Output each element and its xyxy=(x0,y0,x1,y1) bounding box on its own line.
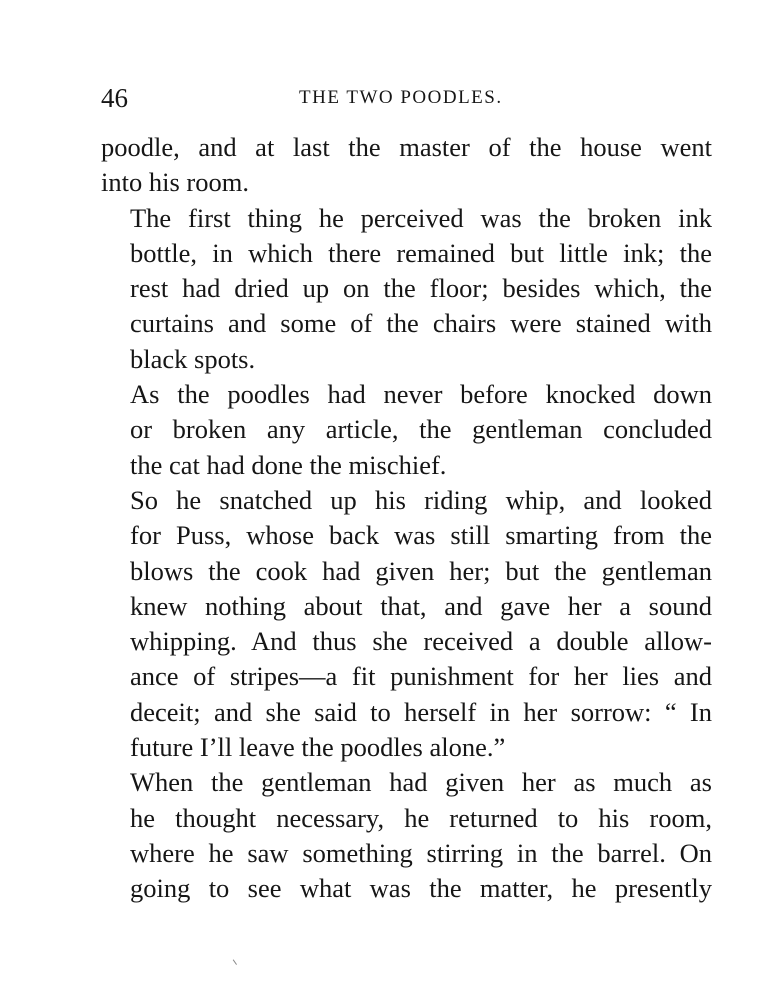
text-line: deceit; and she said to herself in her sorrow: “ In xyxy=(130,696,712,727)
text-line: When the gentleman had given her as much as xyxy=(130,767,712,798)
text-line: where he saw something stirring in the barrel. On xyxy=(130,837,712,868)
paragraph-5 xyxy=(101,765,712,906)
paragraph-2 xyxy=(101,201,712,377)
text-line: he thought necessary, he returned to his room, xyxy=(130,802,712,833)
text-line: knew nothing about that, and gave her a sound xyxy=(130,590,712,621)
text-line: curtains and some of the chairs were stained with xyxy=(130,308,712,339)
text-line: going to see what was the matter, he presently xyxy=(130,873,712,904)
print-speck xyxy=(233,957,241,965)
text-line: rest had dried up on the floor; besides which, the xyxy=(130,273,712,304)
text-line: As the poodles had never before knocked down xyxy=(130,379,712,410)
body-text xyxy=(101,130,712,907)
text-line: into his room. xyxy=(101,167,249,198)
text-line: poodle, and at last the master of the house went xyxy=(101,132,712,162)
running-title: THE TWO POODLES. xyxy=(299,87,503,108)
paragraph-1 xyxy=(101,130,712,201)
text-line: The first thing he perceived was the broken ink xyxy=(130,202,712,233)
paragraph-3 xyxy=(101,377,712,483)
text-line: the cat had done the mischief. xyxy=(130,449,447,480)
text-line: So he snatched up his riding whip, and looked xyxy=(130,484,712,515)
text-line: future I’ll leave the poodles alone.” xyxy=(130,732,506,763)
text-line: or broken any article, the gentleman concluded xyxy=(130,414,712,445)
paragraph-4 xyxy=(101,483,712,765)
text-line: blows the cook had given her; but the gentleman xyxy=(130,555,712,586)
running-head xyxy=(101,80,712,116)
text-line: black spots. xyxy=(130,343,256,374)
text-line: whipping. And thus she received a double allow- xyxy=(130,626,712,657)
text-line: bottle, in which there remained but little ink; the xyxy=(130,237,712,268)
text-line: for Puss, whose back was still smarting from the xyxy=(130,520,712,551)
page-number: 46 xyxy=(101,83,128,113)
text-line: ance of stripes—a fit punishment for her lies and xyxy=(130,661,712,692)
